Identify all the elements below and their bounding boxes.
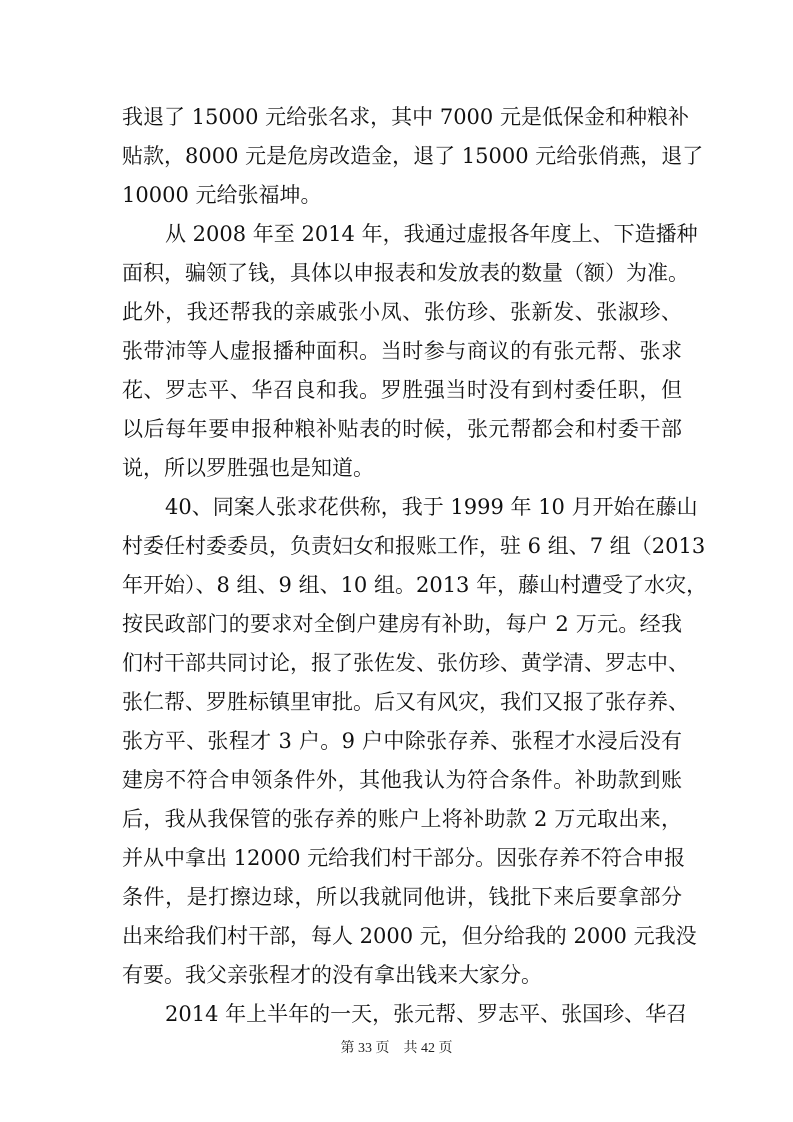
body-text-line: 年开始）、8 组、9 组、10 组。2013 年，藤山村遭受了水灾，	[122, 573, 708, 597]
body-text-line: 面积，骗领了钱，具体以申报表和发放表的数量（额）为准。	[122, 261, 689, 285]
body-text-line: 有要。我父亲张程才的没有拿出钱来大家分。	[122, 963, 542, 987]
body-text-line: 建房不符合申领条件外，其他我认为符合条件。补助款到账	[122, 768, 682, 792]
body-text-line: 此外，我还帮我的亲戚张小凤、张仿珍、张新发、张淑珍、	[122, 300, 682, 324]
body-text-line: 10000 元给张福坤。	[122, 183, 322, 207]
body-text-line: 我退了 15000 元给张名求，其中 7000 元是低保金和种粮补	[122, 105, 689, 129]
body-text-line: 张带沛等人虚报播种面积。当时参与商议的有张元帮、张求	[122, 339, 682, 363]
body-text-line: 出来给我们村干部，每人 2000 元，但分给我的 2000 元我没	[122, 924, 697, 948]
body-text-line: 说，所以罗胜强也是知道。	[122, 456, 374, 480]
body-text-line: 贴款，8000 元是危房改造金，退了 15000 元给张俏燕，退了	[122, 144, 704, 168]
body-text-line: 后，我从我保管的张存养的账户上将补助款 2 万元取出来，	[122, 807, 682, 831]
paragraph-first-line: 40、同案人张求花供称，我于 1999 年 10 月开始在藤山	[165, 495, 698, 519]
body-text-line: 以后每年要申报种粮补贴表的时候，张元帮都会和村委干部	[122, 417, 682, 441]
paragraph-first-line: 从 2008 年至 2014 年，我通过虚报各年度上、下造播种	[165, 222, 698, 246]
body-text-line: 条件，是打擦边球，所以我就同他讲，钱批下来后要拿部分	[122, 885, 682, 909]
body-text-line: 张方平、张程才 3 户。9 户中除张存养、张程才水浸后没有	[122, 729, 682, 753]
body-text-line: 按民政部门的要求对全倒户建房有补助，每户 2 万元。经我	[122, 612, 682, 636]
paragraph-first-line: 2014 年上半年的一天，张元帮、罗志平、张国珍、华召	[165, 1002, 688, 1026]
page-number-footer: 第 33 页 共 42 页	[340, 1041, 453, 1056]
body-text-line: 花、罗志平、华召良和我。罗胜强当时没有到村委任职，但	[122, 378, 682, 402]
body-text-line: 张仁帮、罗胜标镇里审批。后又有风灾，我们又报了张存养、	[122, 690, 689, 714]
body-text-line: 并从中拿出 12000 元给我们村干部分。因张存养不符合申报	[122, 846, 686, 870]
body-text-line: 村委任村委委员，负责妇女和报账工作，驻 6 组、7 组（2013	[122, 534, 706, 558]
body-text-line: 们村干部共同讨论，报了张佐发、张仿珍、黄学清、罗志中、	[122, 651, 689, 675]
